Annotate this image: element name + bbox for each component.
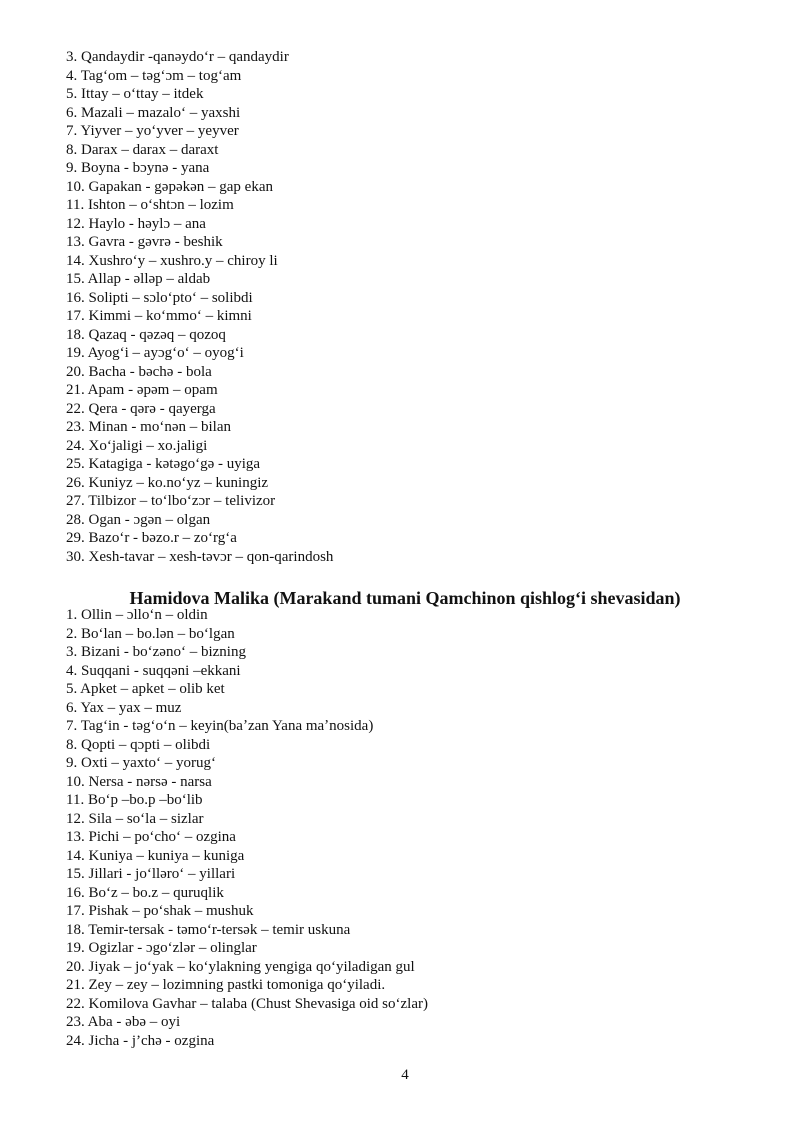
section-heading: Hamidova Malika (Marakand tumani Qamchinon qishlogʻi shevasidan) [129, 588, 681, 608]
list-item: 21. Zey – zey – lozimning pastki tomoniga qoʻyiladi. [66, 977, 386, 993]
list-item: 24. Xoʻjaligi – xo.jaligi [66, 437, 208, 454]
list-item: 6. Mazali – mazaloʻ – yaxshi [66, 104, 241, 121]
list-item: 16. Boʻz – bo.z – quruqlik [66, 884, 224, 901]
list-item: 12. Haylo - həylɔ – ana [66, 215, 206, 232]
list-item: 3. Qandaydir -qanəydoʻr – qandaydir [66, 49, 289, 65]
list-item: 2. Boʻlan – bo.lən – boʻlgan [66, 625, 235, 642]
list-item: 7. Yiyver – yoʻyver – yeyver [66, 123, 239, 139]
list-item: 15. Jillari - joʻlləroʻ – yillari [66, 866, 236, 882]
list-item: 19. Ayogʻi – ayɔgʻoʻ – oyogʻi [66, 345, 244, 361]
list-item: 8. Qopti – qɔpti – olibdi [66, 736, 211, 753]
list-item: 24. Jicha - j’chə - ozgina [66, 1032, 215, 1049]
list-item: 17. Pishak – poʻshak – mushuk [66, 903, 254, 919]
list-item: 22. Komilova Gavhar – talaba (Chust Shevasiga oid soʻzlar) [66, 995, 428, 1012]
list-item: 6. Yax – yax – muz [66, 699, 182, 716]
list-item: 16. Solipti – sɔloʻptoʻ – solibdi [66, 289, 253, 306]
list-item: 14. Kuniya – kuniya – kuniga [66, 847, 245, 864]
list-item: 3. Bizani - boʻzənoʻ – bizning [66, 644, 246, 660]
list-item: 8. Darax – darax – daraxt [66, 141, 219, 158]
list-item: 10. Nersa - nərsə - narsa [66, 773, 212, 790]
list-item: 29. Bazoʻr - bəzo.r – zoʻrgʻa [66, 530, 237, 546]
list-item: 13. Pichi – poʻchoʻ – ozgina [66, 829, 236, 845]
list-item: 21. Apam - əpəm – opam [66, 382, 218, 398]
list-item: 1. Ollin – ɔlloʻn – oldin [66, 607, 208, 623]
list-item: 27. Tilbizor – toʻlboʻzɔr – telivizor [66, 493, 276, 509]
list-item: 9. Boyna - bɔynə - yana [66, 160, 210, 176]
list-item: 19. Ogizlar - ɔgoʻzlər – olinglar [66, 940, 257, 956]
list-item: 4. Suqqani - suqqəni –ekkani [66, 662, 241, 679]
list-item: 9. Oxti – yaxtoʻ – yorugʻ [66, 755, 216, 771]
list-item: 25. Katagiga - kətəgoʻgə - uyiga [66, 456, 261, 472]
list-item: 17. Kimmi – koʻmmoʻ – kimni [66, 308, 252, 324]
list-item: 10. Gapakan - gəpəkən – gap ekan [66, 178, 273, 195]
list-item: 13. Gavra - gəvrə - beshik [66, 234, 223, 250]
list-item: 12. Sila – soʻla – sizlar [66, 810, 204, 827]
list-item: 4. Tagʻom – təgʻɔm – togʻam [66, 67, 242, 84]
list-item: 5. Ittay – oʻttay – itdek [66, 86, 204, 102]
list-item: 11. Ishton – oʻshtɔn – lozim [66, 197, 234, 213]
list-item: 11. Boʻp –bo.p –boʻlib [66, 792, 203, 808]
page-number: 4 [401, 1067, 409, 1083]
list-item: 23. Aba - əbə – oyi [66, 1014, 181, 1030]
list-item: 20. Bacha - bəchə - bola [66, 363, 212, 380]
list-item: 22. Qera - qərə - qayerga [66, 400, 216, 417]
list-item: 20. Jiyak – joʻyak – koʻylakning yengiga qoʻyiladigan gul [66, 958, 415, 975]
list-item: 7. Tagʻin - təgʻoʻn – keyin(baʼzan Yana maʼnosida) [66, 718, 374, 734]
list-item: 30. Xesh-tavar – xesh-təvɔr – qon-qarindosh [66, 548, 334, 565]
list-item: 18. Temir-tersak - təmoʻr-tersək – temir uskuna [66, 921, 351, 938]
word-list-section-1 [66, 48, 333, 566]
list-item: 26. Kuniyz – ko.noʻyz – kuningiz [66, 474, 269, 491]
word-list-section-2 [66, 606, 428, 1050]
list-item: 18. Qazaq - qəzəq – qozoq [66, 326, 226, 343]
list-item: 5. Apket – apket – olib ket [66, 681, 225, 697]
list-item: 14. Xushroʻy – xushro.y – chiroy li [66, 252, 278, 269]
list-item: 15. Allap - əlləp – aldab [66, 271, 211, 287]
list-item: 28. Ogan - ɔgən – olgan [66, 511, 211, 528]
list-item: 23. Minan - moʻnən – bilan [66, 419, 231, 435]
